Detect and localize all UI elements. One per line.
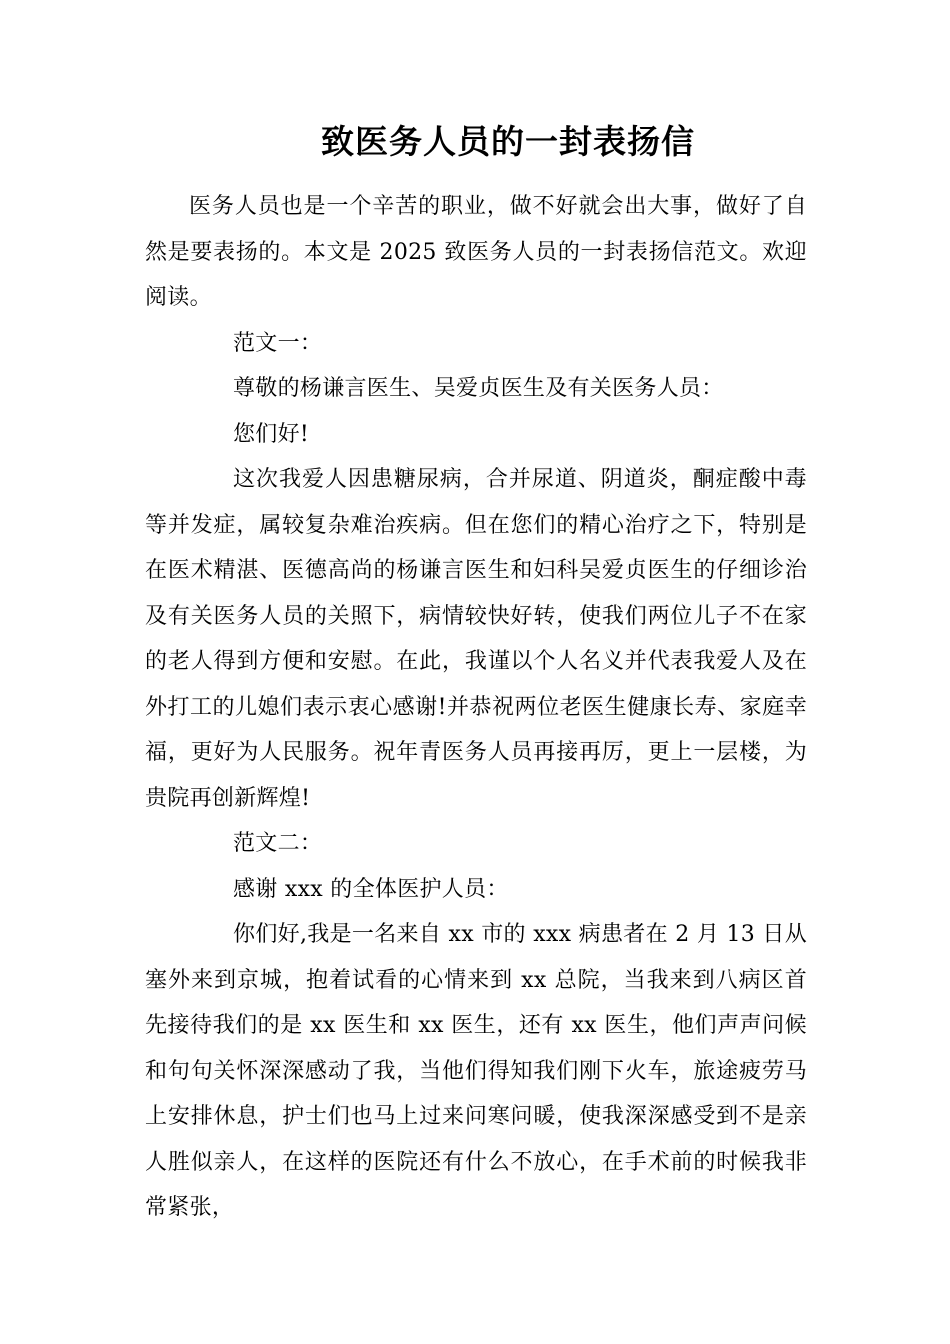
sample1-heading: 范文一： xyxy=(233,330,323,356)
sample2-salutation: 感谢 xxx 的全体医护人员： xyxy=(233,876,509,902)
sample2-body: 你们好,我是一名来自 xx 市的 xxx 病患者在 2 月 13 日从塞外来到京城，抱着试看的心情来到 xx 总院，当我来到八病区首先接待我们的是 xx 医生和 xx 医生，还有 xx 医生，他们声声问候和句句关怀深深感动了我，当他们得知我们刚下火车，旅途疲劳马上安排休息，护士们也马上过来问寒问暖，使我深深感受到不是亲人胜似亲人，在这样的医院还有什么不放心，在手术前的时候我非常紧张， xyxy=(145,922,807,1220)
sample1-greeting: 您们好! xyxy=(233,421,310,447)
document-body xyxy=(145,184,807,1231)
intro-paragraph: 医务人员也是一个辛苦的职业，做不好就会出大事，做好了自然是要表扬的。本文是 2025 致医务人员的一封表扬信范文。欢迎阅读。 xyxy=(145,194,807,310)
document-title: 致医务人员的一封表扬信 xyxy=(321,122,695,161)
sample1-body: 这次我爱人因患糖尿病，合并尿道、阴道炎，酮症酸中毒等并发症，属较复杂难治疾病。但在您们的精心治疗之下，特别是在医术精湛、医德高尚的杨谦言医生和妇科吴爱贞医生的仔细诊治及有关医务人员的关照下，病情较快好转，使我们两位儿子不在家的老人得到方便和安慰。在此，我谨以个人名义并代表我爱人及在外打工的儿媳们表示衷心感谢!并恭祝两位老医生健康长寿、家庭幸福，更好为人民服务。祝年青医务人员再接再厉，更上一层楼，为贵院再创新辉煌! xyxy=(145,467,807,811)
sample2-heading: 范文二： xyxy=(233,831,323,856)
sample1-salutation: 尊敬的杨谦言医生、吴爱贞医生及有关医务人员： xyxy=(233,376,724,401)
